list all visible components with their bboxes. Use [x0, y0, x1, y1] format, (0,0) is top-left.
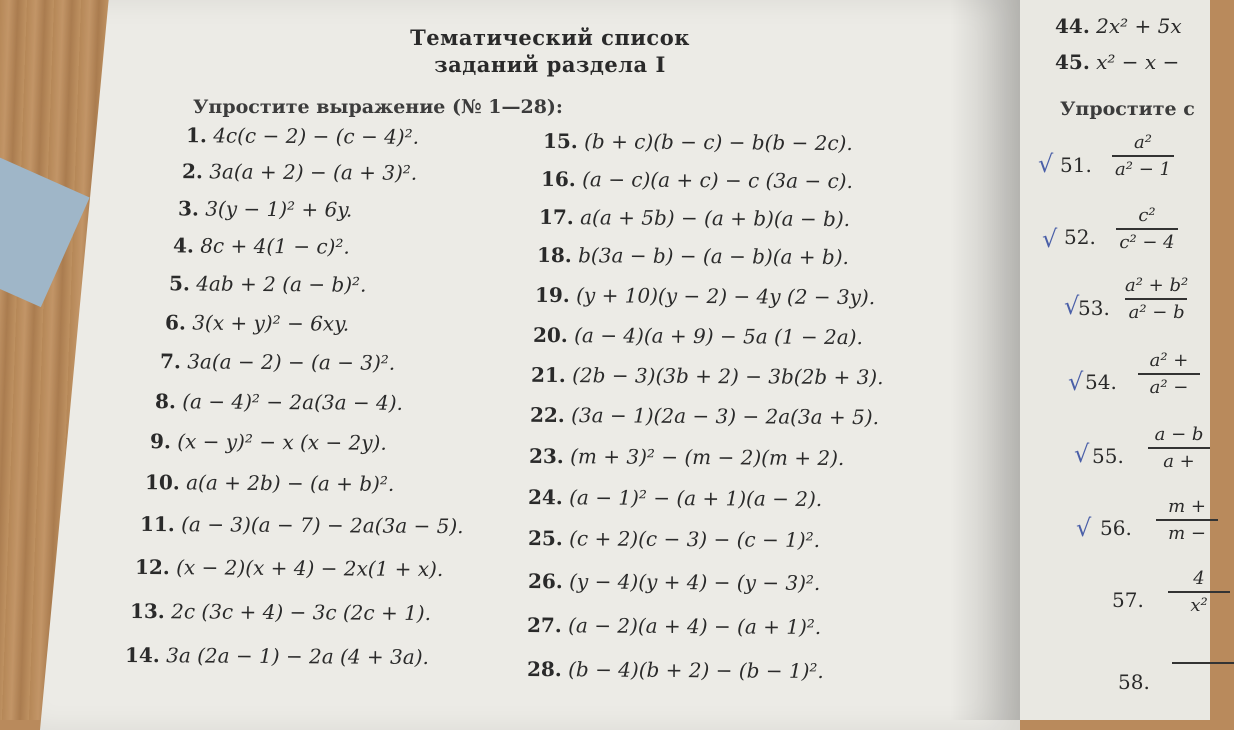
fraction	[1168, 568, 1230, 616]
exercise-item	[527, 657, 824, 683]
exercise-expression: (y + 10)(y − 2) − 4y (2 − 3y).	[576, 283, 876, 310]
exercise-item	[135, 555, 443, 581]
exercise-number: 8.	[154, 389, 176, 414]
exercise-item	[530, 403, 879, 429]
exercise-expression: (2b − 3)(3b + 2) − 3b(2b + 3).	[572, 363, 884, 390]
exercise-number: 4.	[172, 233, 194, 258]
exercise-expression: (m + 3)² − (m − 2)(m + 2).	[570, 444, 845, 471]
exercise-item	[528, 485, 822, 511]
exercise-item	[543, 129, 853, 155]
exercise-item	[160, 349, 395, 375]
exercise-number: 22.	[529, 402, 565, 428]
exercise-expression: (a − 3)(a − 7) − 2a(3a − 5).	[181, 512, 464, 539]
exercise-expression: 3a(a + 2) − (a + 3)².	[209, 159, 418, 185]
exercise-item	[165, 310, 349, 335]
exercise-expression: (x − 2)(x + 4) − 2x(1 + x).	[176, 555, 444, 582]
fraction	[1148, 424, 1210, 472]
check-mark-icon: √	[1064, 292, 1080, 320]
fraction	[1125, 275, 1188, 323]
fraction-numerator: a² +	[1149, 350, 1189, 371]
exercise-expression: (x − y)² − x (x − 2y).	[177, 429, 387, 455]
fraction-exercise-number: 55.	[1092, 444, 1124, 468]
exercise-number: 26.	[527, 568, 563, 594]
fraction-denominator: a² − 1	[1115, 159, 1171, 180]
exercise-expression: 4c(c − 2) − (c − 4)².	[213, 123, 420, 149]
exercise-expression: 2c (3c + 4) − 3c (2c + 1).	[171, 599, 432, 626]
exercise-expression: (a − 4)² − 2a(3a − 4).	[182, 389, 404, 415]
exercise-number: 27.	[526, 612, 562, 638]
right-instruction: Упростите с	[1060, 98, 1195, 120]
exercise-expression: (a − 1)² − (a + 1)(a − 2).	[569, 485, 823, 512]
fraction-numerator: m +	[1168, 496, 1206, 517]
exercise-expression: (b + c)(b − c) − b(b − 2c).	[584, 129, 853, 156]
right-exercise-44	[1055, 14, 1182, 38]
exercise-item	[529, 444, 844, 470]
exercise-number: 15.	[542, 128, 578, 154]
exercise-expression: 3a(a − 2) − (a − 3)².	[187, 349, 396, 375]
fraction-denominator: a +	[1163, 451, 1195, 472]
exercise-item	[178, 196, 352, 221]
exercise-number: 6.	[164, 310, 186, 335]
exercise-item	[186, 123, 419, 149]
exercise-expression: a(a + 5b) − (a + b)(a − b).	[580, 205, 851, 232]
exercise-expression: a(a + 2b) − (a + b)².	[186, 470, 395, 496]
fraction-numerator: c²	[1138, 205, 1156, 226]
exercise-number: 18.	[536, 242, 572, 268]
fraction-exercise-number: 52.	[1064, 225, 1096, 249]
exercise-number: 9.	[149, 429, 171, 454]
exercise-expression: 8c + 4(1 − c)².	[200, 233, 350, 259]
exercise-item	[528, 569, 820, 595]
check-mark-icon: √	[1042, 225, 1058, 253]
exercise-number: 28.	[526, 656, 562, 682]
exercise-number: 7.	[159, 349, 181, 374]
fraction-exercise-number: 53.	[1078, 296, 1110, 320]
exercise-item	[541, 167, 853, 193]
exercise-item	[537, 243, 849, 269]
check-mark-icon: √	[1038, 150, 1054, 178]
exercise-expression: (a − 2)(a + 4) − (a + 1)².	[568, 613, 822, 640]
fraction	[1112, 132, 1174, 180]
fraction	[1116, 205, 1178, 253]
exercise-item	[535, 283, 875, 309]
fraction-exercise-number: 51.	[1060, 153, 1092, 177]
exercise-number: 14.	[124, 642, 160, 668]
exercise-number: 23.	[528, 443, 564, 469]
exercise-item	[155, 389, 403, 415]
exercise-item	[533, 323, 863, 349]
exercise-number: 11.	[139, 511, 175, 537]
exercise-expression: 3(y − 1)² + 6y.	[205, 196, 353, 222]
fraction-exercise-number: 57.	[1112, 588, 1144, 612]
check-mark-icon: √	[1074, 440, 1090, 468]
exercise-number: 1.	[185, 123, 207, 148]
exercise-number: 24.	[527, 484, 563, 510]
exercise-number: 44.	[1055, 14, 1090, 38]
exercise-expression: (3a − 1)(2a − 3) − 2a(3a + 5).	[571, 403, 880, 430]
right-exercise-45	[1055, 50, 1179, 74]
instruction-text: Упростите выражение (№ 1—28):	[193, 96, 563, 118]
exercise-expression: (b − 4)(b + 2) − (b − 1)².	[568, 657, 824, 684]
fraction	[1156, 496, 1218, 544]
fraction-exercise-number: 58.	[1118, 670, 1150, 694]
exercise-expression: 3(x + y)² − 6xy.	[192, 310, 350, 336]
exercise-item	[528, 526, 820, 552]
fraction	[1172, 660, 1234, 666]
exercise-item	[140, 512, 464, 538]
exercise-expression: (a − 4)(a + 9) − 5a (1 − 2a).	[574, 323, 863, 350]
section-title-line1: Тематический список	[410, 25, 690, 50]
exercise-expression: (a − c)(a + c) − c (3a − c).	[582, 167, 853, 194]
exercise-number: 12.	[134, 554, 170, 580]
exercise-expression: (y − 4)(y + 4) − (y − 3)².	[569, 569, 821, 596]
fraction-denominator: a² −	[1149, 377, 1189, 398]
exercise-number: 10.	[144, 470, 180, 495]
fraction-denominator: m −	[1168, 523, 1206, 544]
exercise-number: 3.	[177, 196, 199, 221]
exercise-expression: x² − x −	[1096, 50, 1180, 74]
check-mark-icon: √	[1068, 368, 1084, 396]
fraction-exercise-number: 54.	[1085, 370, 1117, 394]
fraction-denominator: a² − b	[1128, 302, 1185, 323]
exercise-number: 45.	[1055, 50, 1090, 74]
exercise-expression: 2x² + 5x	[1096, 14, 1182, 38]
book-spine	[950, 0, 1020, 720]
exercise-number: 25.	[527, 525, 563, 551]
exercise-expression: b(3a − b) − (a − b)(a + b).	[578, 243, 850, 270]
exercise-number: 2.	[181, 159, 203, 184]
exercise-item	[182, 159, 417, 185]
fraction	[1138, 350, 1200, 398]
fraction-exercise-number: 56.	[1100, 516, 1132, 540]
exercise-item	[145, 470, 394, 496]
exercise-number: 19.	[534, 282, 570, 308]
exercise-number: 20.	[532, 322, 568, 348]
fraction-numerator: a²	[1134, 132, 1152, 153]
exercise-item	[130, 599, 431, 625]
exercise-number: 17.	[538, 204, 574, 230]
fraction-numerator: a² + b²	[1125, 275, 1189, 296]
exercise-expression: 3a (2a − 1) − 2a (4 + 3a).	[166, 643, 429, 670]
check-mark-icon: √	[1076, 514, 1092, 542]
exercise-item	[539, 205, 850, 231]
fraction-denominator: x²	[1190, 595, 1208, 616]
exercise-item	[169, 271, 367, 296]
exercise-item	[173, 233, 350, 258]
exercise-item	[150, 429, 387, 455]
exercise-item	[531, 363, 884, 389]
exercise-number: 5.	[168, 271, 190, 296]
exercise-expression: 4ab + 2 (a − b)².	[196, 271, 367, 297]
fraction-numerator: 4	[1193, 568, 1205, 589]
exercise-number: 21.	[530, 362, 566, 388]
exercise-number: 13.	[129, 598, 165, 624]
exercise-item	[527, 613, 821, 639]
fraction-denominator: c² − 4	[1119, 232, 1175, 253]
exercise-number: 16.	[540, 166, 576, 192]
exercise-expression: (c + 2)(c − 3) − (c − 1)².	[569, 526, 821, 553]
fraction-numerator: a − b	[1154, 424, 1204, 445]
exercise-item	[125, 643, 429, 669]
section-title-line2: заданий раздела I	[434, 52, 666, 77]
